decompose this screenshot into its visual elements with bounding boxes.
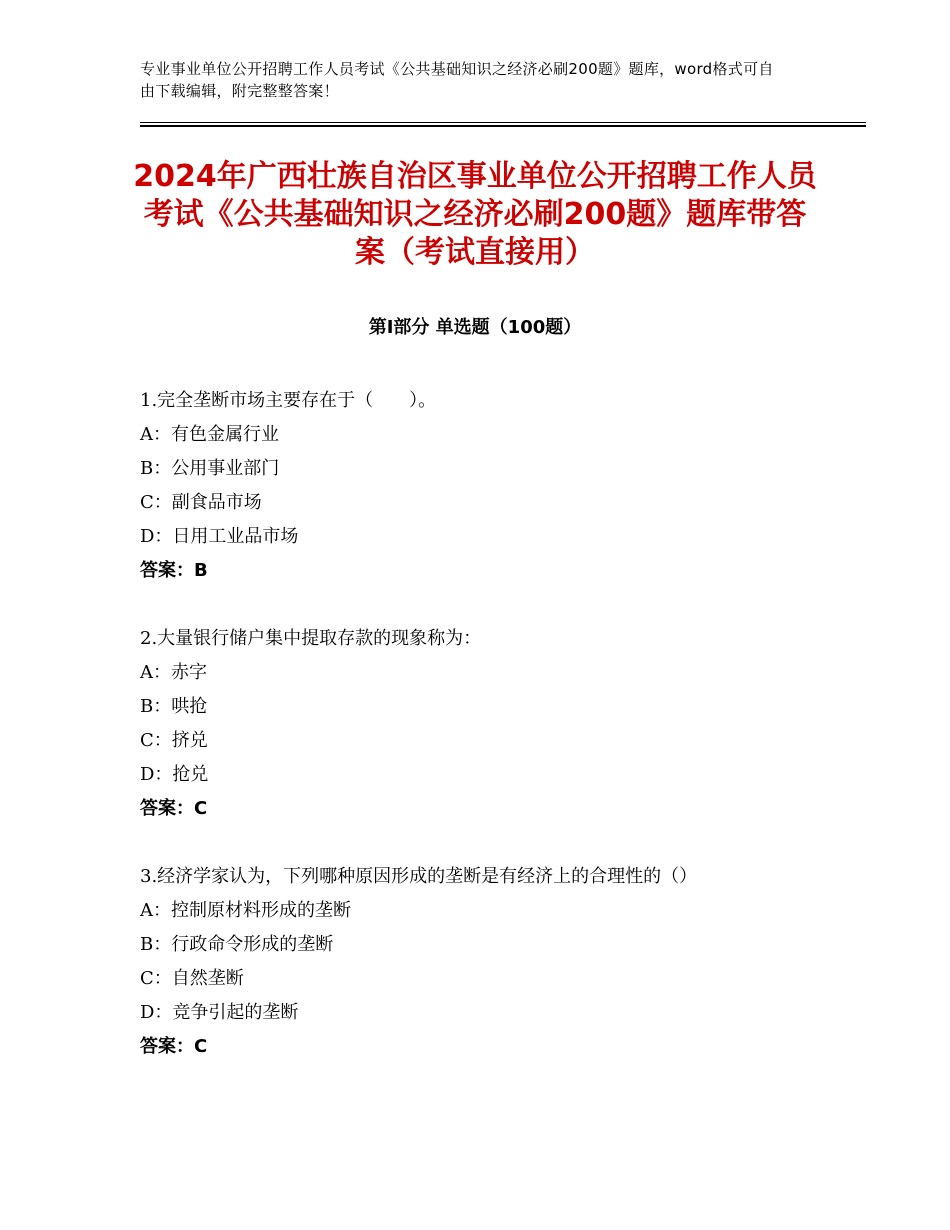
answer: 答案：B bbox=[140, 560, 208, 581]
section-heading: 第Ⅰ部分 单选题（100题） bbox=[368, 317, 582, 338]
option-b: B：公用事业部门 bbox=[140, 458, 280, 479]
option-b: B：哄抢 bbox=[140, 696, 208, 717]
option-c: C：挤兑 bbox=[140, 730, 208, 751]
header-rule-thick bbox=[140, 125, 866, 127]
question-stem: 2.大量银行储户集中提取存款的现象称为： bbox=[140, 628, 482, 649]
question-3 bbox=[140, 860, 820, 1064]
option-a: A：有色金属行业 bbox=[140, 424, 279, 445]
header-note: 专业事业单位公开招聘工作人员考试《公共基础知识之经济必刷200题》题库，word格式可自由下载编辑，附完整整答案！ bbox=[140, 60, 774, 100]
question-stem: 1.完全垄断市场主要存在于（ ）。 bbox=[140, 390, 437, 411]
question-1 bbox=[140, 384, 820, 588]
header-rule-thin bbox=[140, 122, 866, 123]
question-2 bbox=[140, 622, 820, 826]
question-stem: 3.经济学家认为，下列哪种原因形成的垄断是有经济上的合理性的（） bbox=[140, 866, 698, 887]
answer: 答案：C bbox=[140, 1036, 208, 1057]
option-a: A：控制原材料形成的垄断 bbox=[140, 900, 351, 921]
answer: 答案：C bbox=[140, 798, 208, 819]
option-b: B：行政命令形成的垄断 bbox=[140, 934, 334, 955]
option-c: C：自然垄断 bbox=[140, 968, 244, 989]
option-d: D：日用工业品市场 bbox=[140, 526, 299, 547]
option-a: A：赤字 bbox=[140, 662, 207, 683]
option-c: C：副食品市场 bbox=[140, 492, 262, 513]
option-d: D：竞争引起的垄断 bbox=[140, 1002, 299, 1023]
option-d: D：抢兑 bbox=[140, 764, 209, 785]
document-title: 2024年广西壮族自治区事业单位公开招聘工作人员考试《公共基础知识之经济必刷200题》题库带答案（考试直接用） bbox=[133, 159, 817, 270]
